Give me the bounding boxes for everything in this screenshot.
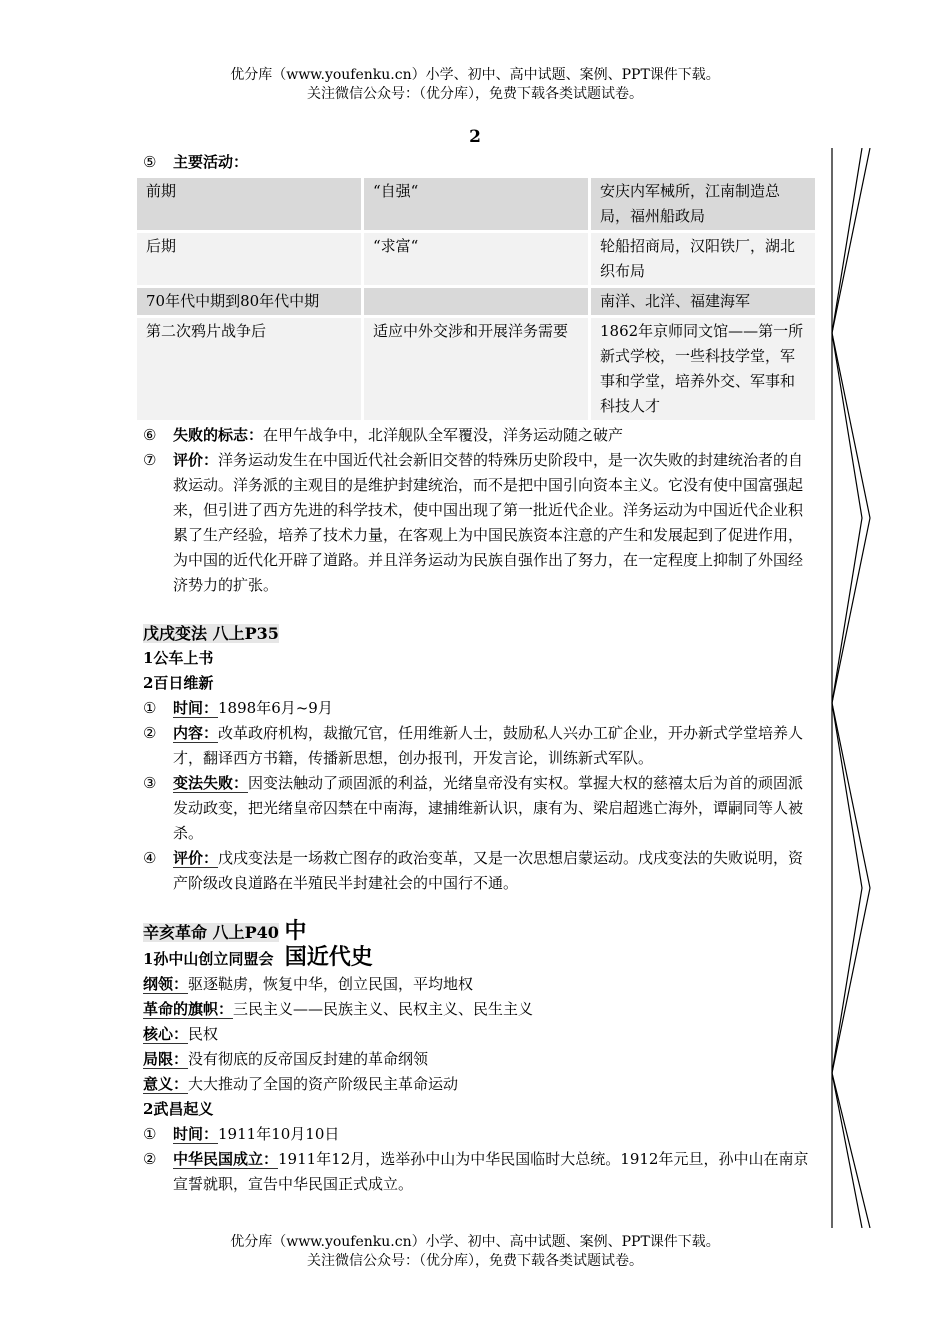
list-item xyxy=(143,721,815,771)
document-body xyxy=(143,150,815,1197)
fact-title: 革命的旗帜： xyxy=(143,1000,234,1018)
evaluation-item xyxy=(143,448,815,598)
page-footer xyxy=(0,1233,950,1271)
item-text: 因变法触动了顽固派的利益，光绪皇帝没有实权。掌握大权的慈禧太后为首的顽固派发动政变，把光绪皇帝囚禁在中南海，逮捕维新认识，康有为、梁启超逃亡海外，谭嗣同等人被杀。 xyxy=(173,774,804,842)
table-cell: 安庆内军械所，江南制造总局，福州船政局 xyxy=(591,178,815,230)
table-cell: 轮船招商局，汉阳铁厂，湖北织布局 xyxy=(591,233,815,285)
fact-row xyxy=(143,1047,815,1072)
item-title: 内容： xyxy=(173,724,219,742)
page-number: 2 xyxy=(469,127,481,147)
table-cell xyxy=(364,288,588,315)
item-text: 1898年6月~9月 xyxy=(218,699,333,717)
footer-line-2: 关注微信公众号：（优分库），免费下载各类试题试卷。 xyxy=(307,1253,643,1269)
item-text: 改革政府机构，裁撤冗官，任用维新人士，鼓励私人兴办工矿企业，开办新式学堂培养人才，翻译西方书籍，传播新思想，创办报刊，开发言论，训练新式军队。 xyxy=(173,724,804,767)
item-text: 1911年10月10日 xyxy=(218,1125,340,1143)
activities-table xyxy=(134,175,818,423)
fact-row xyxy=(143,1022,815,1047)
section-title-wuxu: 戊戌变法 八上P35 xyxy=(143,624,279,643)
table-cell: 前期 xyxy=(137,178,361,230)
list-item xyxy=(143,1122,815,1147)
zigzag-line-inner xyxy=(832,148,870,1228)
fact-text: 没有彻底的反帝国反封建的革命纲领 xyxy=(188,1050,429,1068)
item-number: ① xyxy=(143,1125,157,1143)
item-number: ② xyxy=(143,724,157,742)
table-cell: 1862年京师同文馆——第一所新式学校，一些科技学堂，军事和学堂，培养外交、军事和科技人才 xyxy=(591,318,815,420)
item-title: 时间： xyxy=(173,699,219,717)
footer-line-1: 优分库（www.youfenku.cn）小学、初中、高中试题、案例、PPT课件下载。 xyxy=(230,1234,720,1250)
table-row xyxy=(137,233,815,285)
table-row xyxy=(137,178,815,230)
fact-row xyxy=(143,972,815,997)
fact-title: 意义： xyxy=(143,1075,189,1093)
fact-text: 三民主义——民族主义、民权主义、民生主义 xyxy=(233,1000,534,1018)
header-line-2: 关注微信公众号：（优分库），免费下载各类试题试卷。 xyxy=(307,86,643,102)
item-title: 变法失败： xyxy=(173,774,249,792)
item-text: 戊戌变法是一场救亡图存的政治变革，又是一次思想启蒙运动。戊戌变法的失败说明，资产阶级改良道路在半殖民半封建社会的中国行不通。 xyxy=(173,849,804,892)
table-cell: “求富“ xyxy=(364,233,588,285)
handwritten-annotation: 中 xyxy=(284,919,307,944)
fact-row xyxy=(143,1072,815,1097)
fact-title: 局限： xyxy=(143,1050,189,1068)
item-number: ⑥ xyxy=(143,426,157,444)
header-line-1: 优分库（www.youfenku.cn）小学、初中、高中试题、案例、PPT课件下载。 xyxy=(230,67,720,83)
item-text: 在甲午战争中，北洋舰队全军覆没，洋务运动随之破产 xyxy=(263,426,624,444)
item-number: ⑤ xyxy=(143,153,157,171)
list-item xyxy=(143,696,815,721)
fact-text: 民权 xyxy=(188,1025,219,1043)
subsection-title: 1孙中山创立同盟会 国近代史 xyxy=(143,945,373,970)
subsection-title: 2武昌起义 xyxy=(143,1100,214,1118)
decorative-zigzag-lines xyxy=(822,148,882,1228)
table-cell: 70年代中期到80年代中期 xyxy=(137,288,361,315)
fact-title: 核心： xyxy=(143,1025,189,1043)
list-item xyxy=(143,846,815,896)
activities-heading xyxy=(143,150,815,175)
item-text: 洋务运动发生在中国近代社会新旧交替的特殊历史阶段中，是一次失败的封建统治者的自救运动。洋务派的主观目的是维护封建统治，而不是把中国引向资本主义。它没有使中国富强起来，但引进了西方先进的科学技术，使中国出现了第一批近代企业。洋务运动为中国近代企业积累了生产经验，培养了技术力量，在客观上为中国民族资本注意的产生和发展起到了促进作用，为中国的近代化开辟了道路。并且洋务运动为民族自强作出了努力，在一定程度上抑制了外国经济势力的扩张。 xyxy=(173,451,804,594)
item-title: 中华民国成立： xyxy=(173,1150,279,1168)
list-item xyxy=(143,1147,815,1197)
item-title: 失败的标志： xyxy=(173,426,264,444)
table-cell: 南洋、北洋、福建海军 xyxy=(591,288,815,315)
item-title: 评价： xyxy=(173,849,219,867)
failure-item xyxy=(143,423,815,448)
fact-title: 纲领： xyxy=(143,975,189,993)
fact-row xyxy=(143,997,815,1022)
item-title: 时间： xyxy=(173,1125,219,1143)
handwritten-annotation: 国近代史 xyxy=(284,945,373,970)
subsection-title: 1公车上书 xyxy=(143,649,214,667)
item-number: ③ xyxy=(143,774,157,792)
table-cell: 后期 xyxy=(137,233,361,285)
fact-text: 驱逐鞑虏，恢复中华，创立民国，平均地权 xyxy=(188,975,474,993)
table-row xyxy=(137,288,815,315)
section-title-xinhai: 辛亥革命 八上P40 中 xyxy=(143,919,307,944)
table-cell: 第二次鸦片战争后 xyxy=(137,318,361,420)
subsection-title: 2百日维新 xyxy=(143,674,214,692)
fact-text: 大大推动了全国的资产阶级民主革命运动 xyxy=(188,1075,459,1093)
item-text: 1911年12月，选举孙中山为中华民国临时大总统。1912年元旦，孙中山在南京宣誓就职，宣告中华民国正式成立。 xyxy=(173,1150,809,1193)
item-number: ① xyxy=(143,699,157,717)
item-number: ⑦ xyxy=(143,451,157,469)
table-row xyxy=(137,318,815,420)
item-number: ② xyxy=(143,1150,157,1168)
table-cell: “自强“ xyxy=(364,178,588,230)
table-cell: 适应中外交涉和开展洋务需要 xyxy=(364,318,588,420)
item-title: 评价： xyxy=(173,451,219,469)
list-item xyxy=(143,771,815,846)
item-title: 主要活动： xyxy=(173,153,249,171)
page-header xyxy=(0,66,950,104)
item-number: ④ xyxy=(143,849,157,867)
